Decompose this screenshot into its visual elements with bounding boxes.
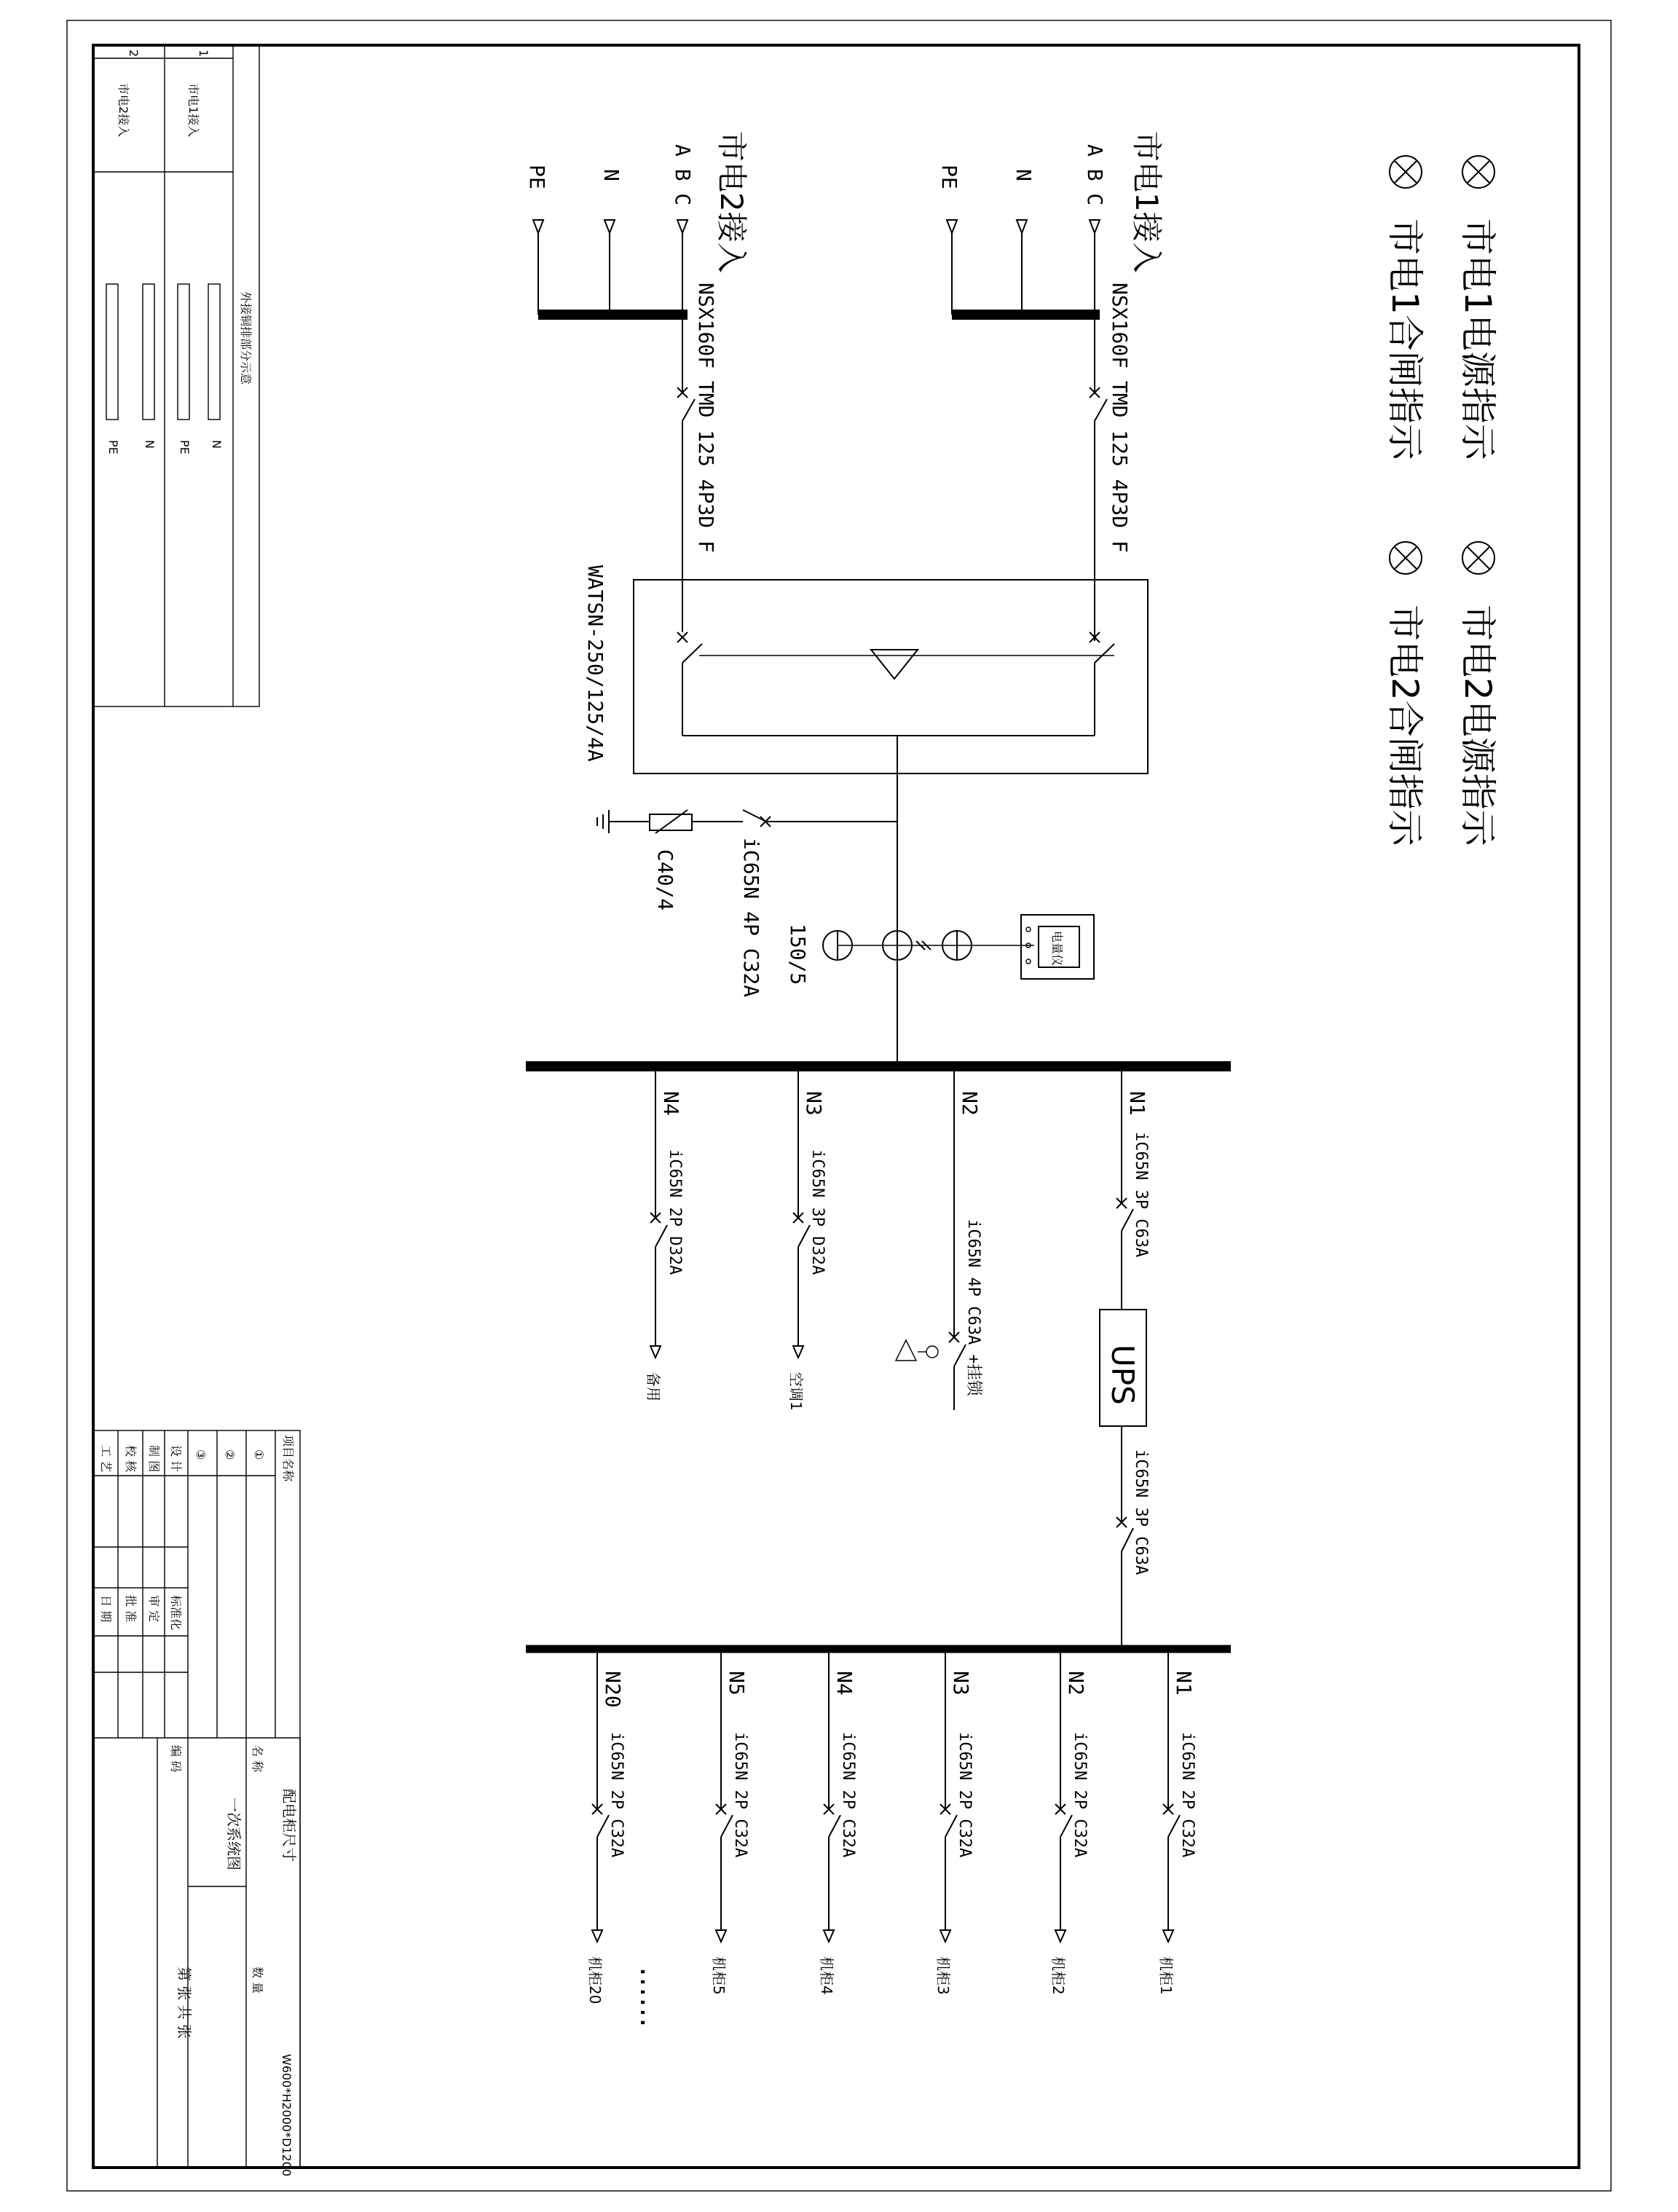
- surge-branch: [597, 810, 897, 997]
- sign-standard: 标准化: [169, 1595, 183, 1631]
- ups-feeder-n20: [586, 1649, 626, 2004]
- ups-feeder-n4-breaker: iC65N 2P C32A: [839, 1732, 857, 1858]
- ups-feeder-n2-target: 机柜2: [1049, 1956, 1067, 1995]
- main-feeder-n4-target: 备用: [645, 1372, 662, 1401]
- padlock-icon: [896, 1340, 916, 1361]
- row-1-marker: ①: [252, 1449, 266, 1460]
- lamp-icon: [1462, 156, 1494, 188]
- ups-label: UPS: [1105, 1345, 1141, 1405]
- lamp-icon: [1390, 542, 1422, 574]
- copper-bar-n: [208, 284, 220, 420]
- ups-feeder-n20-target: 机柜20: [586, 1956, 604, 2004]
- indicator-label-3: 市电2电源指示: [1457, 605, 1499, 846]
- copper-bar-n: [143, 284, 154, 420]
- main-feeder-n4: [645, 1066, 684, 1401]
- cabinet-size-label: 配电柜尺寸: [280, 1789, 298, 1862]
- title-block: [93, 1430, 300, 2176]
- terminal-row-1-no: 1: [197, 50, 210, 58]
- ats-unit: [583, 565, 1148, 1066]
- ups-feeder-n1-breaker: iC65N 2P C32A: [1178, 1732, 1197, 1858]
- bar-label-pe: PE: [178, 440, 192, 454]
- ups-feeder-n3-target: 机柜3: [934, 1956, 952, 1995]
- indicator-label-1: 市电1电源指示: [1457, 219, 1499, 460]
- outer-border: [67, 20, 1611, 2191]
- main-feeder-n1: [1116, 1066, 1150, 1310]
- sign-check: 校 核: [124, 1445, 138, 1473]
- feeder-ellipsis: ……: [634, 1967, 669, 2028]
- ct-ratio: 150/5: [786, 924, 810, 985]
- qty-label: 数 量: [251, 1967, 264, 1994]
- surge-breaker-label: iC65N 4P C32A: [739, 838, 763, 998]
- ats-model: WATSN-250/125/4A: [583, 565, 607, 762]
- ups-feeder-n2-breaker: iC65N 2P C32A: [1071, 1732, 1089, 1858]
- sign-date: 日 期: [99, 1595, 113, 1623]
- bar-label-n: N: [143, 440, 157, 449]
- main-feeder-n4-breaker: iC65N 2P D32A: [666, 1149, 684, 1275]
- incomer-2-title: 市电2接入: [714, 131, 749, 273]
- ups-feeder-n3-id: N3: [949, 1671, 973, 1696]
- ups-feeder-n1: [1157, 1649, 1197, 1995]
- meter-label: 电量仪: [1050, 931, 1064, 967]
- incomer-2-phases: A B C: [671, 144, 695, 206]
- incomer-1-earth: PE: [937, 165, 961, 189]
- copper-bar-pe: [178, 284, 189, 420]
- main-feeder-n3-breaker: iC65N 3P D32A: [808, 1149, 827, 1275]
- main-feeder-n2-id: N2: [958, 1091, 982, 1116]
- sheet-number: 第 张 共 张: [176, 1967, 193, 2039]
- indicator-label-4: 市电2合闸指示: [1384, 605, 1426, 846]
- ups-feeder-n5-breaker: iC65N 2P C32A: [731, 1732, 749, 1858]
- row-2-marker: ②: [223, 1449, 237, 1460]
- incomer-1-phases: A B C: [1083, 144, 1107, 206]
- name-label: 名 称: [251, 1745, 264, 1773]
- ups-feeder-n3-breaker: iC65N 2P C32A: [956, 1732, 974, 1858]
- ups-feeder-n4-target: 机柜4: [818, 1956, 835, 1995]
- incomer-1-title: 市电1接入: [1129, 131, 1165, 273]
- indicator-label-2: 市电1合闸指示: [1384, 219, 1426, 460]
- ups-feeder-n1-target: 机柜1: [1157, 1956, 1175, 1995]
- code-label: 编 码: [169, 1745, 183, 1773]
- ups-output-breaker: iC65N 3P C63A: [1132, 1449, 1150, 1575]
- lamp-icon: [1462, 542, 1494, 574]
- terminal-row-2-no: 2: [127, 50, 141, 58]
- sign-approve: 审 定: [147, 1595, 161, 1623]
- ups-feeder-n20-breaker: iC65N 2P C32A: [607, 1732, 626, 1858]
- indicator-lamps: [1384, 156, 1499, 847]
- ups-feeder-n4-id: N4: [832, 1671, 856, 1696]
- ups-feeder-n5-target: 机柜5: [710, 1956, 728, 1995]
- bar-label-n: N: [210, 440, 224, 449]
- inner-frame: [93, 45, 1579, 2168]
- metering: [786, 915, 1094, 985]
- main-feeder-n3-target: 空调1: [787, 1372, 805, 1411]
- ups-unit: [1100, 1310, 1150, 1649]
- main-feeder-n4-id: N4: [659, 1091, 683, 1116]
- incomer-2-neutral: N: [599, 169, 623, 181]
- ups-feeder-n20-id: N20: [601, 1671, 625, 1708]
- ups-feeder-n4: [818, 1649, 857, 1995]
- drawing-name: 一次系统图: [225, 1798, 243, 1870]
- lamp-icon: [1390, 156, 1422, 188]
- ups-feeder-n3: [934, 1649, 974, 1995]
- project-label: 项目名称: [281, 1435, 295, 1482]
- terminal-row-1-name: 市电1接入: [186, 83, 200, 138]
- terminal-table-title: 外接铜排部分示意: [239, 291, 253, 385]
- ups-feeder-n1-id: N1: [1172, 1671, 1196, 1696]
- sign-design: 设 计: [169, 1445, 183, 1473]
- incomer-1-neutral: N: [1012, 169, 1036, 181]
- main-feeder-n1-breaker: iC65N 3P C63A: [1132, 1132, 1150, 1258]
- sign-ratify: 批 准: [124, 1595, 138, 1623]
- ups-feeder-n2-id: N2: [1064, 1671, 1088, 1696]
- row-3-marker: ③: [194, 1449, 208, 1460]
- ups-feeder-n2: [1049, 1649, 1089, 1995]
- main-feeder-n2: [896, 1066, 982, 1410]
- incomer-2: [525, 131, 749, 632]
- sign-process: 工 艺: [99, 1445, 113, 1473]
- incomer-2-breaker: NSX160F TMD 125 4P3D F: [694, 283, 718, 553]
- surge-protector-label: C40/4: [653, 849, 677, 911]
- ups-feeder-n5: [710, 1649, 749, 1995]
- incomer-1-breaker: NSX160F TMD 125 4P3D F: [1108, 283, 1132, 553]
- copper-bar-pe: [106, 284, 118, 420]
- main-feeder-n3-id: N3: [802, 1091, 826, 1116]
- ups-feeder-n5-id: N5: [725, 1671, 749, 1696]
- terminal-table: [93, 45, 259, 706]
- incomer-2-earth: PE: [525, 165, 549, 189]
- bar-label-pe: PE: [106, 440, 120, 454]
- main-feeder-n2-breaker: iC65N 4P C63A +挂锁: [964, 1219, 982, 1396]
- sign-draw: 制 图: [147, 1445, 161, 1473]
- incomer-1: [937, 131, 1165, 632]
- main-feeder-n1-id: N1: [1125, 1091, 1149, 1116]
- cabinet-size-value: W600*H2000*D1200: [280, 2054, 294, 2177]
- main-feeder-n3: [787, 1066, 827, 1411]
- terminal-row-2-name: 市电2接入: [117, 83, 130, 138]
